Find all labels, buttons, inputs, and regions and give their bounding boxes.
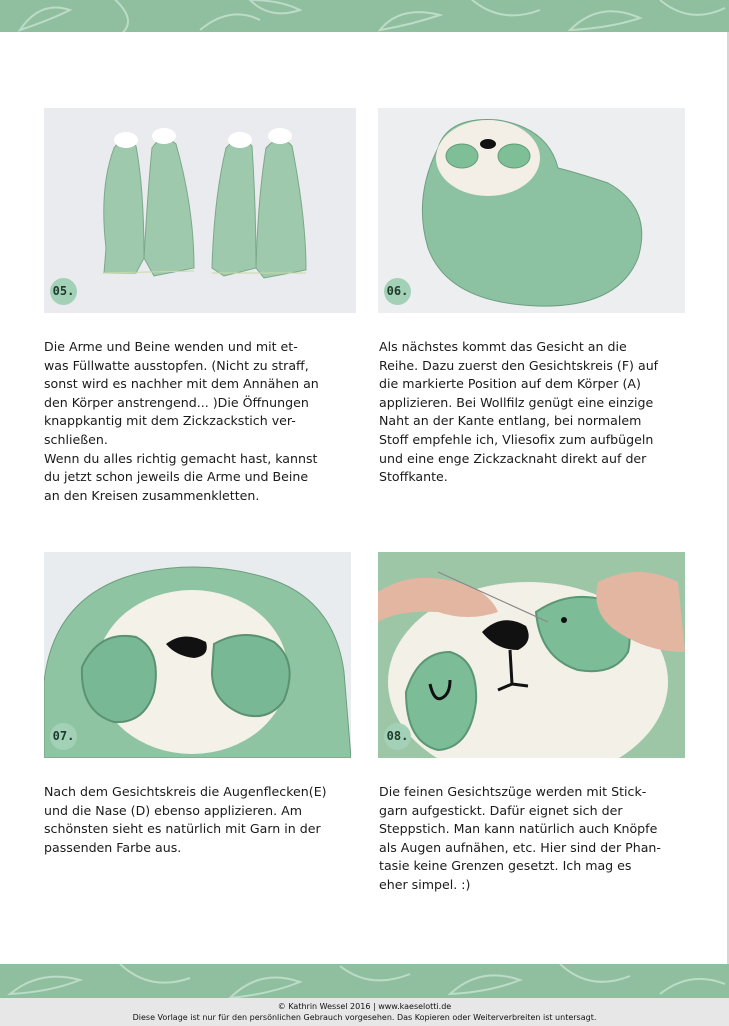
step-06-text: Als nächstes kommt das Gesicht an die Reihe. Dazu zuerst den Gesichtskreis (F) auf die markierte Position auf dem Körper (A) applizieren. Bei Wollfilz genügt eine einzige Naht an der Kante entlang, bei normalem Stoff empfehle ich, Vliesofix zum aufbügeln und eine enge Zickzacknaht direkt auf der Stoffkante.	[379, 339, 659, 485]
footer-usage-notice: Diese Vorlage ist nur für den persönlichen Gebrauch vorgesehen. Das Kopieren oder Weiterverbreiten ist untersagt.	[132, 1013, 597, 1022]
step-06-badge: 06.	[384, 278, 411, 305]
footer-copyright: © Kathrin Wessel 2016 | www.kaeselotti.de	[277, 1002, 452, 1011]
top-leaf-band	[0, 0, 729, 32]
leaf-pattern-icon	[0, 964, 729, 998]
leaf-pattern-icon	[0, 0, 729, 32]
step-08-text: Die feinen Gesichtszüge werden mit Stick- garn aufgestickt. Dafür eignet sich der Steppstich. Man kann natürlich auch Knöpfe als Augen aufnähen, etc. Hier sind der Phan- tasie keine Grenzen gesetzt. Ich mag es eher simpel. :)	[379, 784, 661, 892]
step-05-photo	[44, 108, 356, 313]
step-05-badge: 05.	[50, 278, 77, 305]
step-06-photo	[378, 108, 685, 313]
bottom-leaf-band	[0, 964, 729, 998]
step-07-text: Nach dem Gesichtskreis die Augenflecken(E) und die Nase (D) ebenso applizieren. Am schönsten sieht es natürlich mit Garn in der passenden Farbe aus.	[44, 784, 327, 855]
step-08-badge: 08.	[384, 723, 411, 750]
step-08-photo	[378, 552, 685, 758]
step-07-badge: 07.	[50, 723, 77, 750]
step-07-photo	[44, 552, 351, 758]
step-05-text: Die Arme und Beine wenden und mit et- was Füllwatte ausstopfen. (Nicht zu straff, sonst wird es nachher mit dem Annähen an den Körper anstrengend... )Die Öffnungen knappkantig mit dem Zickzackstich ver- schließen. Wenn du alles richtig gemacht hast, kannst du jetzt schon jeweils die Arme und Beine an den Kreisen zusammenkletten.	[44, 339, 319, 503]
page-footer	[0, 998, 729, 1026]
